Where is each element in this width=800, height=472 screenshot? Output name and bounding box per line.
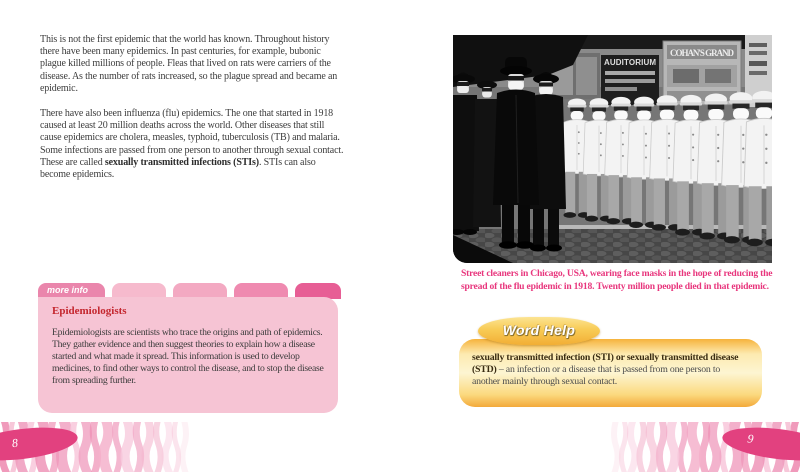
- word-help-definition: – an infection or a disease that is passed from one person to another mainly through sexual contact.: [472, 364, 721, 388]
- photo-caption: Street cleaners in Chicago, USA, wearing face masks in the hope of reducing the spread of the flu epidemic in 1918. Twenty million people died in that epidemic.: [461, 268, 773, 292]
- page-number-left: 8: [10, 435, 19, 451]
- photo-street-cleaners: [453, 35, 772, 263]
- word-help-term: sexually transmitted infection (STI) or sexually transmitted disease (STD): [472, 352, 739, 376]
- article-paragraph-1: This is not the first epidemic that the world has known. Throughout history there have been many epidemics. In past centuries, for example, bubonic plague killed millions of people. Fleas that lived on rats were carriers of the disease. As the number of rats increased, so the plague spread and became an epidemic.: [40, 34, 338, 94]
- word-help-tab: [478, 317, 600, 345]
- article-paragraph-2-start: There have also been influenza (flu) epidemics. The one that started in 1918 caused at least 20 million deaths across the world. Other diseases that still cause epidemics are cholera, measles, typhoid, tuberculosis (TB) and malaria. Some infections are passed from one person to another through sexual contact. These are called: [40, 108, 344, 168]
- article-paragraph-2-end: . STIs can also become epidemics.: [40, 156, 316, 181]
- word-help-text: [472, 352, 749, 389]
- photo-illustration: [453, 35, 772, 263]
- article-text: [40, 34, 344, 194]
- article-paragraph-2: [40, 108, 344, 181]
- more-info-title: Epidemiologists: [52, 305, 127, 317]
- more-info-body: Epidemiologists are scientists who trace the origins and path of epidemics. They gather evidence and then suggest theories to explain how a disease started and what made it spread. This information is used to develop medicines, to find other ways to control the disease, and to stop the disease from spreading further.: [52, 327, 324, 386]
- more-info-box: [38, 297, 338, 413]
- more-info-tab-label: more info: [38, 283, 105, 299]
- article-paragraph-2-bold-term: sexually transmitted infections (STIs): [104, 156, 259, 168]
- word-help-box: [459, 339, 762, 407]
- poster-text-cohans-grand: COHAN'S GRAND: [670, 48, 734, 58]
- poster-text-auditorium: AUDITORIUM: [604, 58, 656, 67]
- page-number-right: 9: [746, 431, 755, 446]
- word-help-tab-label: Word Help: [502, 322, 576, 338]
